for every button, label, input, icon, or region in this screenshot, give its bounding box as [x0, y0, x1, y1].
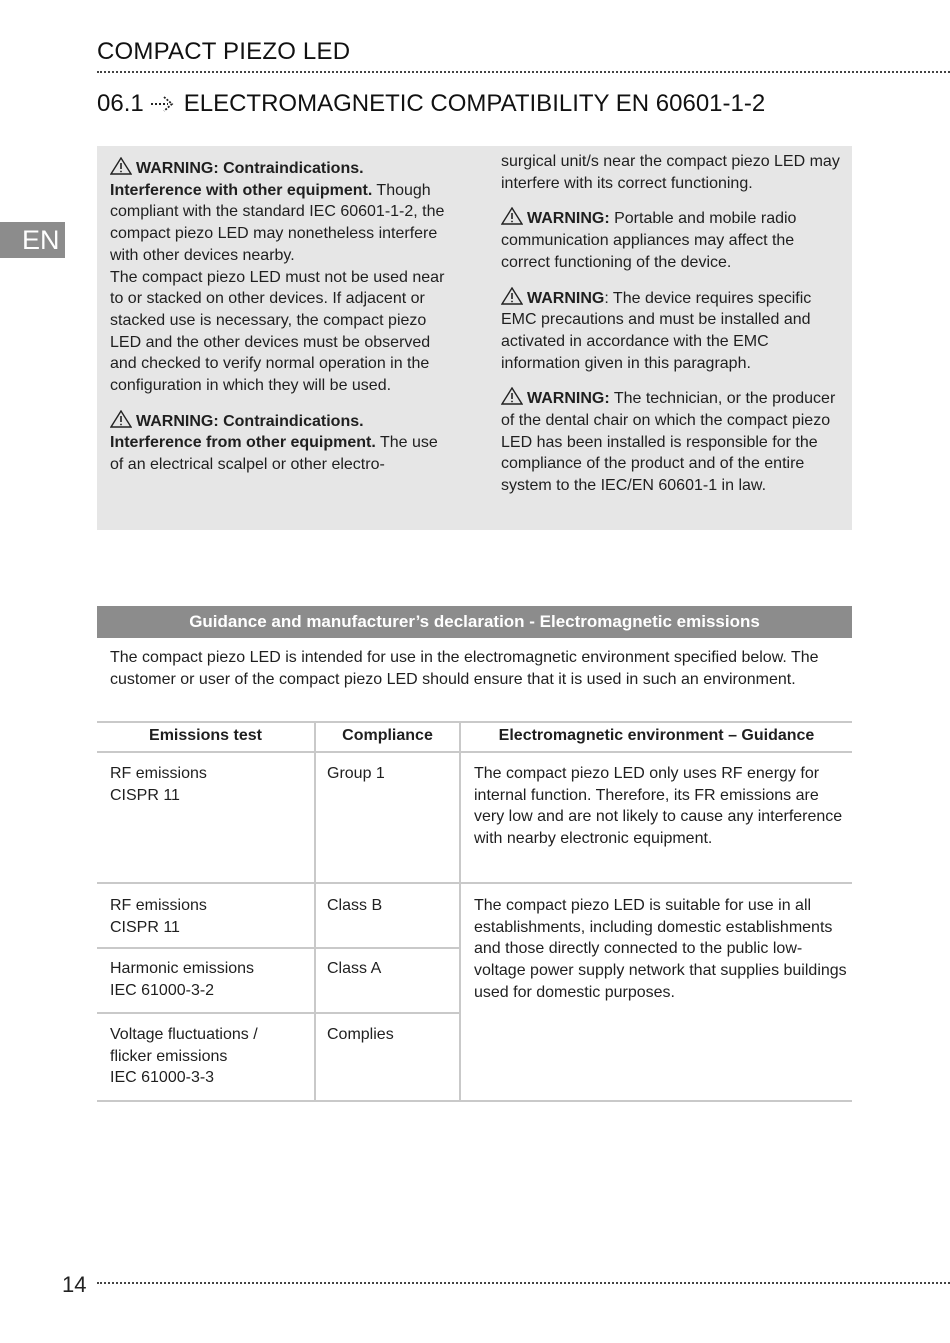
table-cell-test: RF emissions CISPR 11: [110, 897, 207, 936]
footer-divider: [97, 1282, 950, 1284]
page-number: 14: [62, 1272, 87, 1297]
table-rule: [97, 1012, 459, 1014]
table-rule: [97, 947, 459, 949]
table-cell-test: RF emissions CISPR 11: [110, 765, 207, 804]
table-rule: [97, 1100, 852, 1102]
table-rule: [97, 882, 852, 884]
section-number: 06.1: [97, 90, 144, 117]
warning-column-right: [501, 151, 846, 510]
table-column-divider: [459, 722, 461, 1101]
table-intro: The compact piezo LED is intended for use in the electromagnetic environment specified below. The customer or user of the compact piezo LED should ensure that it is used in such an environment.: [110, 649, 819, 688]
warning-triangle-icon: [501, 387, 523, 405]
warning-text: surgical unit/s near the compact piezo LED may interfere with its correct functioning.: [501, 153, 840, 192]
warning-paragraph: [110, 157, 455, 397]
warning-label: WARNING: Contraindications. Interference from other equipment.: [110, 412, 376, 452]
warning-paragraph: [110, 410, 455, 476]
column-header-compliance: Compliance: [342, 727, 433, 744]
column-header-guidance: Electromagnetic environment – Guidance: [498, 727, 815, 744]
language-tab: EN: [0, 222, 65, 258]
table-column-divider: [314, 722, 316, 1101]
table-cell-guidance: The compact piezo LED only uses RF energy for internal function. Therefore, its FR emissions are very low and are not likely to cause any interference with nearby electronic equipment.: [474, 765, 843, 848]
column-header-emissions-test: Emissions test: [149, 727, 262, 744]
warning-triangle-icon: [501, 287, 523, 305]
table-cell-compliance: Complies: [327, 1026, 394, 1043]
warning-triangle-icon: [110, 157, 132, 175]
warning-text: Though compliant with the standard IEC 60601-1-2, the compact piezo LED may nonetheless interfere with other devices nearby.: [110, 181, 445, 264]
warning-label: WARNING: [527, 289, 605, 307]
section-heading: [97, 90, 765, 118]
table-cell-compliance: Group 1: [327, 765, 385, 782]
warning-text: Portable and mobile radio communication appliances may affect the correct functioning of the device.: [501, 210, 797, 271]
warning-paragraph: [501, 207, 846, 273]
document-title: COMPACT PIEZO LED: [97, 38, 351, 65]
warning-box: [97, 146, 852, 530]
warning-text: : The device requires specific EMC precautions and must be installed and activated in accordance with the EMC information given in this paragraph.: [501, 289, 812, 372]
warning-label: WARNING: Contraindications. Interference with other equipment.: [110, 160, 373, 199]
table-cell-test: Voltage fluctuations / flicker emissions IEC 61000-3-3: [110, 1026, 258, 1087]
warning-triangle-icon: [501, 207, 523, 225]
table-rule: [97, 721, 852, 723]
warning-paragraph: [501, 387, 846, 497]
warning-text: The compact piezo LED must not be used near to or stacked on other devices. If adjacent or stacked use is necessary, the compact piezo LED and the other devices must be observed and checked to verify normal operation in the configuration in which they will be used.: [110, 268, 445, 395]
title-divider: [97, 71, 950, 73]
table-cell-compliance: Class B: [327, 897, 383, 914]
section-title: ELECTROMAGNETIC COMPATIBILITY EN 60601-1-2: [183, 90, 766, 117]
table-title: Guidance and manufacturer’s declaration - Electromagnetic emissions: [97, 606, 852, 638]
table-cell-guidance: The compact piezo LED is suitable for use in all establishments, including domestic establishments and those directly connected to the public low-voltage power supply network that supplies buildings used for domestic purposes.: [474, 897, 847, 1001]
warning-label: WARNING:: [527, 390, 610, 408]
warning-paragraph: [501, 287, 846, 375]
table-cell-test: Harmonic emissions IEC 61000-3-2: [110, 960, 255, 999]
warning-text: The technician, or the producer of the dental chair on which the compact piezo LED has been installed is responsible for the compliance of the product and of the entire system to the IEC/EN 60601-1 in law.: [501, 390, 836, 495]
warning-label: WARNING:: [527, 210, 610, 228]
warning-text: The use of an electrical scalpel or other electro-: [110, 434, 438, 474]
table-cell-compliance: Class A: [327, 960, 382, 977]
warning-column-left: [110, 157, 455, 489]
warning-triangle-icon: [110, 410, 132, 428]
table-rule: [97, 751, 852, 753]
dotted-arrow-icon: [150, 95, 176, 113]
